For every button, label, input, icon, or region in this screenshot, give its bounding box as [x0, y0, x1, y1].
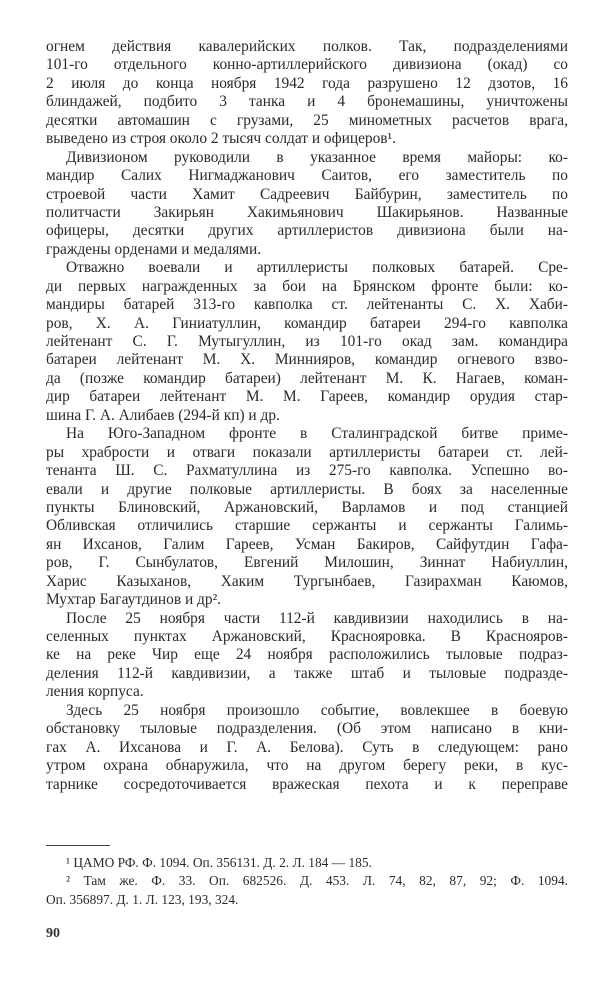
text-line: Мухтар Багаутдинов и др².: [46, 591, 222, 609]
page-number: 90: [46, 926, 60, 941]
footnotes: [46, 853, 568, 908]
text-line: мандир Салих Нигмаджанович Саитов, его заместитель по: [46, 167, 568, 185]
text-line: Оп. 356897. Д. 1. Л. 123, 193, 324.: [46, 891, 239, 907]
text-line: ры храбрости и отваги показали артиллеристы батареи ст. лей-: [46, 443, 568, 461]
text-line: евали и другие полковые артиллеристы. В боях за населенные: [46, 480, 568, 498]
paragraph: [46, 259, 568, 425]
text-line: лейтенант С. Г. Мутыгуллин, из 101-го окад зам. командира: [46, 333, 568, 350]
text-line: офицеры, десятки других артиллеристов дивизиона были на-: [46, 222, 568, 240]
paragraph: [46, 702, 568, 794]
footnote: [46, 871, 568, 908]
text-line: выведено из строя около 2 тысяч солдат и офицеров¹.: [46, 130, 397, 148]
text-line: Дивизионом руководили в указанное время майоры: ко-: [66, 148, 568, 166]
text-line: батареи лейтенант М. Х. Миннияров, командир огневого взво-: [46, 351, 568, 369]
text-line: Отважно воевали и артиллеристы полковых батарей. Сре-: [66, 259, 568, 277]
body-text: [46, 38, 568, 794]
text-line: Харис Казыханов, Хаким Тургынбаев, Газирахман Каюмов,: [46, 572, 568, 590]
text-line: политчасти Закирьян Хакимьянович Шакирьянов. Названные: [46, 203, 568, 221]
text-line: огнем действия кавалерийских полков. Так, подразделениями: [46, 38, 568, 55]
text-line: ления корпуса.: [46, 683, 144, 701]
text-line: пункты Блиновский, Аржановский, Варламов и под станцией: [46, 498, 568, 516]
text-line: Здесь 25 ноября произошло событие, вовлекшее в боевую: [66, 701, 568, 719]
text-line: да (позже командир батареи) лейтенант М. К. Нагаев, коман-: [46, 369, 568, 387]
text-line: селенных пунктах Аржановский, Краснояровка. В Краснояров-: [46, 628, 568, 645]
text-line: утром охрана обнаружила, что на другом берегу реки, в кус-: [46, 757, 568, 775]
paragraph: [46, 149, 568, 260]
text-line: ров, Г. Сынбулатов, Евгений Милошин, Зиннат Набиуллин,: [46, 554, 568, 572]
text-line: шина Г. А. Алибаев (294-й кп) и др.: [46, 406, 280, 424]
text-line: 101-го отдельного конно-артиллерийского дивизиона (окад) со: [46, 56, 568, 74]
text-line: ¹ ЦАМО РФ. Ф. 1094. Оп. 356131. Д. 2. Л. 184 — 185.: [66, 855, 372, 870]
text-line: ке на реке Чир еще 24 ноября расположились тыловые подраз-: [46, 646, 568, 664]
text-line: граждены орденами и медалями.: [46, 240, 262, 258]
text-line: гах А. Ихсанова и Г. А. Белова). Суть в следующем: рано: [46, 738, 568, 756]
text-line: дир батареи лейтенант М. М. Гареев, командир орудия стар-: [46, 388, 568, 406]
text-line: строевой части Хамит Садреевич Байбурин, заместитель по: [46, 185, 568, 203]
paragraph: [46, 610, 568, 702]
text-line: мандиры батарей 313-го кавполка ст. лейтенанты С. Х. Хаби-: [46, 296, 568, 314]
paragraph: [46, 425, 568, 609]
text-line: тарнике сосредоточивается вражеская пехота и к переправе: [46, 775, 568, 793]
text-line: десятки автомашин с грузами, 25 минометных расчетов врага,: [46, 111, 568, 129]
text-line: 2 июля до конца ноября 1942 года разрушено 12 дзотов, 16: [46, 74, 568, 92]
paragraph: [46, 38, 568, 149]
text-line: После 25 ноября части 112-й кавдивизии находились в на-: [66, 609, 568, 627]
text-line: деления 112-й кавдивизии, а также штаб и тыловые подразде-: [46, 664, 568, 682]
text-line: ² Там же. Ф. 33. Оп. 682526. Д. 453. Л. 74, 82, 87, 92; Ф. 1094.: [66, 873, 568, 889]
text-line: ди первых награжденных за бои на Брянском фронте были: ко-: [46, 277, 568, 295]
text-line: блиндажей, подбито 3 танка и 4 бронемашины, уничтожены: [46, 93, 568, 111]
text-line: На Юго-Западном фронте в Сталинградской битве приме-: [66, 425, 568, 443]
text-line: ров, Х. А. Гиниатуллин, командир батареи 294-го кавполка: [46, 314, 568, 332]
footnote-divider: [46, 845, 110, 846]
text-line: тенанта Ш. С. Рахматуллина из 275-го кавполка. Успешно во-: [46, 462, 568, 480]
footnote: [46, 853, 568, 871]
text-line: Обливская отличились старшие сержанты и сержанты Галимь-: [46, 517, 568, 535]
text-line: ян Ихсанов, Галим Гареев, Усман Бакиров, Сайфутдин Гафа-: [46, 535, 568, 553]
text-line: обстановку тыловые подразделения. (Об этом написано в кни-: [46, 720, 568, 738]
